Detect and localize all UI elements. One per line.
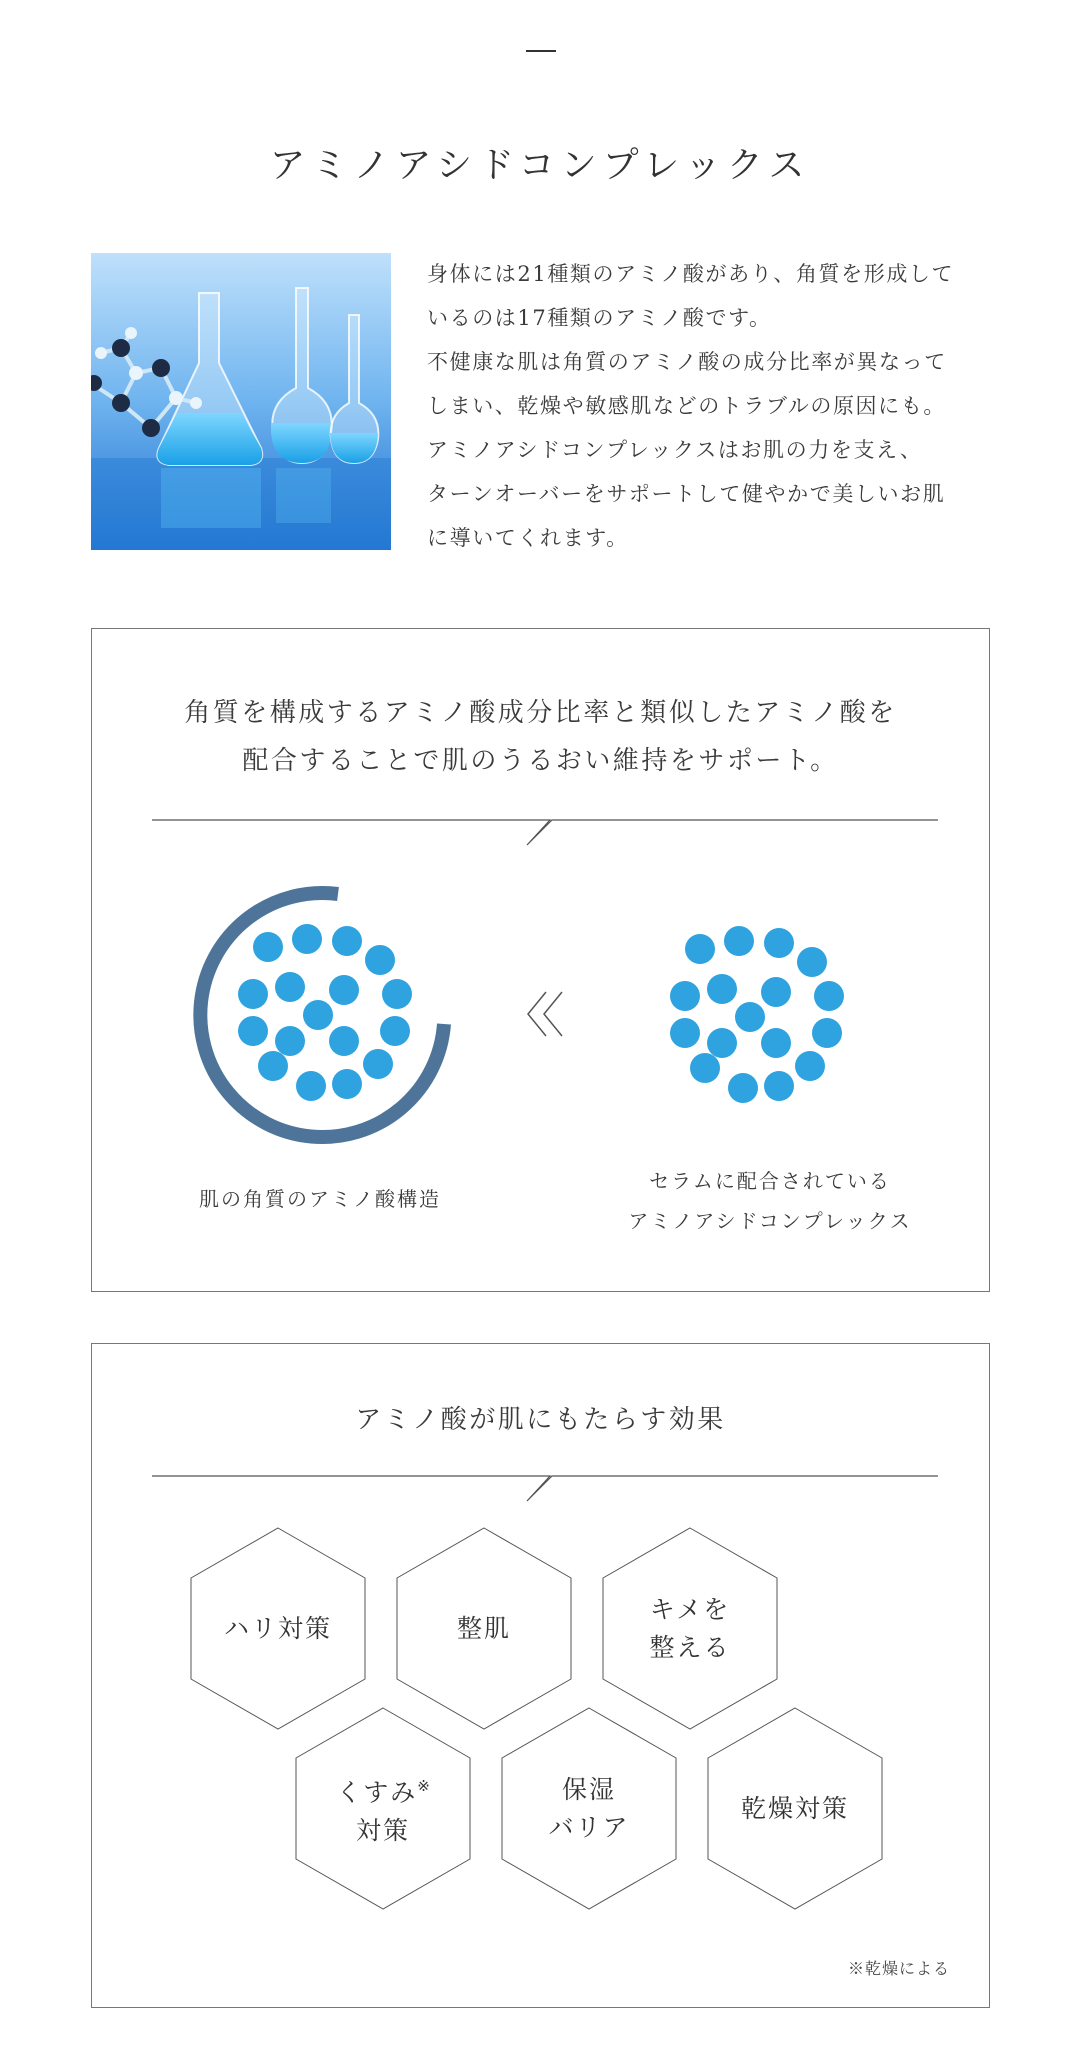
effect-hexagon-dryness [707,1707,883,1910]
comparison-heading [92,689,989,785]
footnote: ※乾燥による [847,1959,950,1978]
speech-divider [152,1475,938,1505]
effect-label: 対策 [355,1816,410,1845]
skin-structure-caption [92,1179,548,1219]
section-title: アミノアシドコンプレックス [269,145,811,186]
effect-label: 整肌 [456,1613,511,1643]
effect-hexagon-firmness [190,1527,366,1730]
speech-divider [152,819,938,849]
effect-hexagon-texture [602,1527,778,1730]
effect-label: 保湿 [561,1774,616,1804]
caption-line: 肌の角質のアミノ酸構造 [199,1187,441,1211]
caption-line: アミノアシドコンプレックス [628,1209,912,1233]
top-dash-divider [526,50,556,52]
effect-hexagon-dullness [295,1707,471,1910]
caption-line: セラムに配合されている [649,1169,891,1193]
double-chevron-left-icon [522,989,572,1039]
effects-heading: アミノ酸が肌にもたらす効果 [355,1405,726,1435]
effect-label: くすみ [336,1778,418,1807]
comparison-heading-line: 角質を構成するアミノ酸成分比率と類似したアミノ酸を [184,698,897,728]
intro-line: いるのは17種類のアミノ酸です。 [427,306,772,330]
intro-line: アミノアシドコンプレックスはお肌の力を支え、 [427,438,923,462]
effect-label: 乾燥対策 [740,1793,849,1823]
intro-line: 身体には21種類のアミノ酸があり、角質を形成して [427,262,955,286]
skin-amino-structure-illustration [192,884,457,1144]
effect-label: 整える [649,1632,731,1662]
effect-label: バリア [548,1812,630,1842]
lab-flasks-photo [91,253,391,550]
serum-complex-caption [592,1161,948,1241]
intro-paragraph [427,252,999,560]
effects-box [91,1343,990,2008]
comparison-box [91,628,990,1292]
intro-line: に導いてくれます。 [427,526,629,550]
effect-hexagon-conditioning [396,1527,572,1730]
effect-label: キメを [649,1594,731,1624]
effect-hexagon-moisture-barrier [501,1707,677,1910]
comparison-heading-line: 配合することで肌のうるおい維持をサポート。 [242,746,839,776]
intro-line: 不健康な肌は角質のアミノ酸の成分比率が異なって [427,350,947,374]
intro-line: しまい、乾燥や敏感肌などのトラブルの原因にも。 [427,394,946,418]
footnote-mark: ※ [417,1777,430,1795]
intro-line: ターンオーバーをサポートして健やかで美しいお肌 [427,482,946,506]
effect-label: ハリ対策 [223,1613,332,1643]
serum-amino-complex-illustration [662,919,847,1109]
